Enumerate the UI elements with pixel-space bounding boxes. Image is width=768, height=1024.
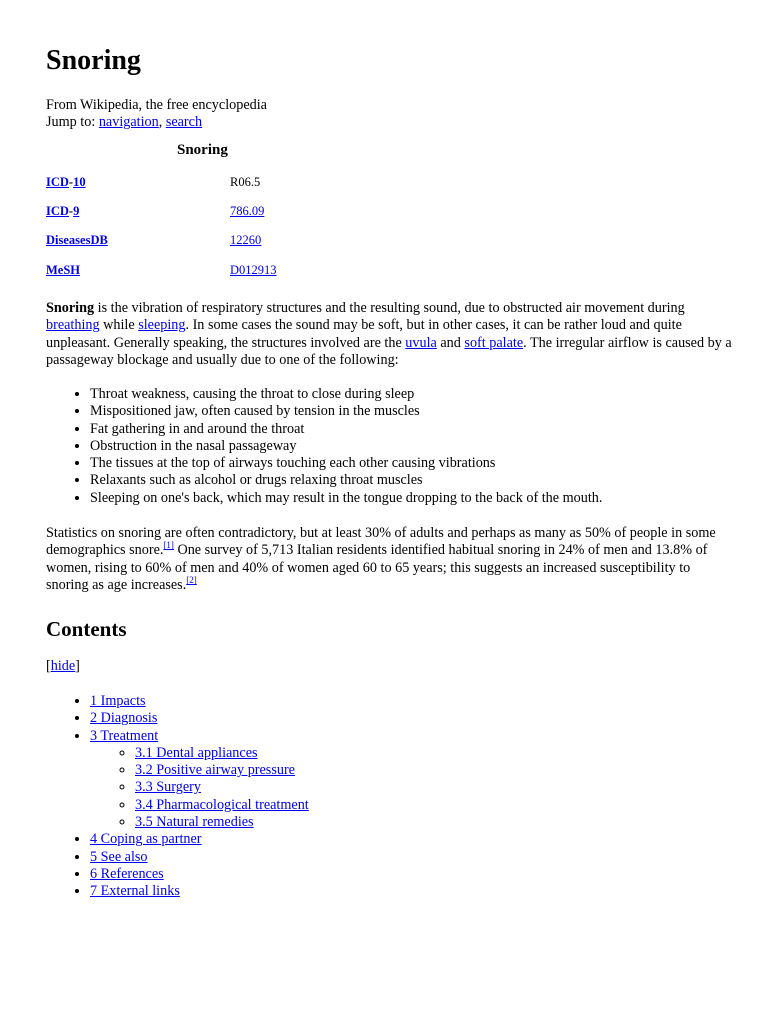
table-of-contents — [46, 693, 309, 901]
lead-text-segment: is the vibration of respiratory structures and the resulting sound, due to obstructed air movement during — [94, 300, 685, 316]
from-wikipedia-tagline: From Wikipedia, the free encyclopedia — [46, 97, 267, 113]
lead-paragraph — [46, 300, 736, 369]
key-separator: - — [68, 175, 74, 189]
toc-item — [90, 710, 309, 727]
stats-text-segment: One survey of 5,713 Italian residents identified habitual snoring in 24% of men and 13.8% of women, rising to 60% of men and 40% of women aged 60 to 65 years; this suggests an increased susceptibility to snoring as age increases. — [46, 542, 708, 593]
icd-link[interactable]: ICD — [46, 175, 69, 189]
list-item: • Sleeping on one's back, which may result in the tongue dropping to the back of the mouth. — [90, 490, 602, 507]
list-item: • Obstruction in the nasal passageway — [90, 438, 602, 455]
toc-link-positive-airway-pressure[interactable]: 3.2 Positive airway pressure — [135, 762, 295, 779]
stats-text-segment: Statistics on snoring are often contradictory, but at least 30% of adults and perhaps as many as 50% of people in some demographics snore. — [46, 525, 716, 559]
toc-link-natural-remedies[interactable]: 3.5 Natural remedies — [135, 814, 254, 831]
toc-toggle — [46, 658, 80, 675]
hide-toc-link[interactable]: hide — [50, 658, 76, 674]
list-item: • The tissues at the top of airways touching each other causing vibrations — [90, 455, 602, 472]
diseasesdb-link[interactable]: DiseasesDB — [46, 233, 108, 247]
toc-item — [90, 831, 309, 848]
infobox-key — [46, 174, 86, 191]
bracket-open: [ — [46, 658, 51, 674]
jump-to-label: Jump to: — [46, 114, 96, 131]
diseasesdb-code-link[interactable]: 12260 — [230, 233, 262, 247]
toc-subitem — [135, 745, 309, 762]
infobox-value: R06.5 — [230, 175, 261, 189]
statistics-paragraph — [46, 525, 736, 594]
toc-sublist — [90, 745, 309, 831]
mesh-code-link[interactable]: D012913 — [230, 263, 277, 277]
toc-item — [90, 728, 309, 832]
uvula-link[interactable]: uvula — [405, 334, 437, 351]
toc-link-impacts[interactable]: 1 Impacts — [90, 693, 146, 709]
causes-list — [46, 386, 602, 507]
jump-search-link[interactable]: search — [165, 114, 203, 131]
soft-palate-link[interactable]: soft palate — [464, 334, 524, 351]
toc-item — [90, 866, 309, 883]
jump-separator: , — [158, 114, 166, 131]
icd-9-link[interactable]: 9 — [73, 204, 80, 218]
page-title: Snoring — [46, 45, 141, 76]
bracket-close: ] — [75, 658, 80, 674]
icd-10-link[interactable]: 10 — [73, 175, 86, 189]
toc-link-diagnosis[interactable]: 2 Diagnosis — [90, 710, 158, 727]
toc-subitem — [135, 779, 309, 796]
infobox-key — [46, 232, 108, 249]
toc-link-dental-appliances[interactable]: 3.1 Dental appliances — [135, 744, 258, 761]
lead-term: Snoring — [46, 300, 95, 316]
infobox-key — [46, 203, 79, 220]
toc-link-pharmacological-treatment[interactable]: 3.4 Pharmacological treatment — [135, 796, 309, 813]
list-item: • Relaxants such as alcohol or drugs relaxing throat muscles — [90, 472, 602, 489]
lead-text-segment: and — [436, 334, 465, 351]
toc-link-treatment[interactable]: 3 Treatment — [90, 727, 159, 744]
breathing-link[interactable]: breathing — [46, 317, 100, 334]
toc-link-surgery[interactable]: 3.3 Surgery — [135, 779, 201, 796]
jump-navigation-link[interactable]: navigation — [98, 114, 159, 131]
toc-subitem — [135, 762, 309, 779]
icd-9-code-link[interactable]: 786.09 — [230, 204, 265, 218]
toc-subitem — [135, 797, 309, 814]
contents-heading: Contents — [46, 617, 127, 641]
mesh-link[interactable]: MeSH — [46, 263, 81, 277]
toc-item — [90, 849, 309, 866]
toc-item — [90, 693, 309, 710]
jump-to-line — [46, 114, 267, 131]
lead-text-segment: . The irregular airflow is caused by a passageway blockage and usually due to one of the following: — [46, 334, 732, 368]
infobox-key — [46, 262, 80, 279]
icd-link[interactable]: ICD — [46, 204, 69, 218]
toc-subitem — [135, 814, 309, 831]
reference-2-link[interactable]: [2] — [186, 574, 197, 585]
toc-link-external-links[interactable]: 7 External links — [90, 883, 180, 900]
key-separator: - — [68, 204, 74, 218]
list-item: • Mispositioned jaw, often caused by tension in the muscles — [90, 403, 602, 420]
article-intro — [46, 97, 267, 132]
reference-1-link[interactable]: [1] — [163, 540, 174, 551]
sleeping-link[interactable]: sleeping — [138, 317, 186, 334]
lead-text — [46, 300, 736, 369]
toc-link-coping-as-partner[interactable]: 4 Coping as partner — [90, 831, 202, 848]
list-item: • Fat gathering in and around the throat — [90, 421, 602, 438]
list-item: • Throat weakness, causing the throat to close during sleep — [90, 386, 602, 403]
lead-text-segment: while — [99, 317, 139, 334]
lead-text-segment: . In some cases the sound may be soft, but in other cases, it can be rather loud and quite unpleasant. Generally speaking, the structures involved are the — [46, 317, 682, 351]
infobox-caption: Snoring — [177, 142, 228, 158]
toc-item — [90, 883, 309, 900]
toc-link-references[interactable]: 6 References — [90, 865, 164, 882]
toc-link-see-also[interactable]: 5 See also — [90, 848, 148, 865]
